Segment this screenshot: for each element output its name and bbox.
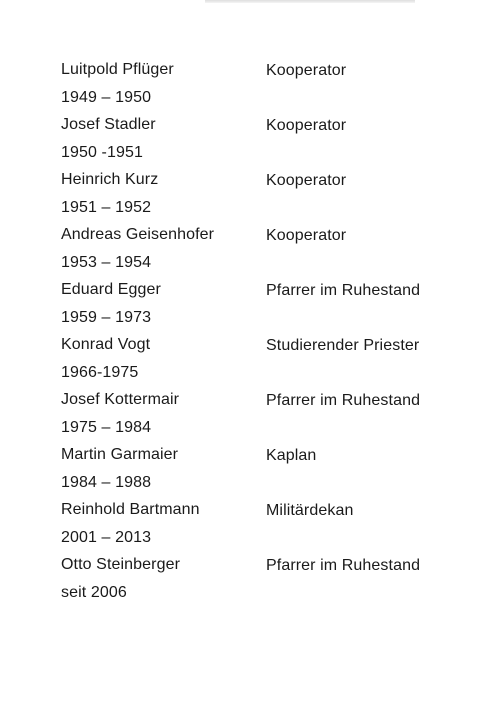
list-item bbox=[61, 443, 481, 498]
list-item bbox=[61, 113, 481, 168]
entry-name: Konrad Vogt bbox=[61, 336, 151, 353]
list-item bbox=[61, 498, 481, 553]
entry-role: Pfarrer im Ruhestand bbox=[266, 392, 421, 409]
entry-role: Kooperator bbox=[266, 117, 347, 134]
entry-dates: 1949 – 1950 bbox=[61, 89, 152, 106]
entry-name: Martin Garmaier bbox=[61, 446, 179, 463]
entry-dates: 1959 – 1973 bbox=[61, 309, 152, 326]
entry-name: Josef Kottermair bbox=[61, 391, 180, 408]
entry-name: Andreas Geisenhofer bbox=[61, 226, 215, 243]
entry-role: Kooperator bbox=[266, 62, 347, 79]
entry-dates: 1984 – 1988 bbox=[61, 474, 152, 491]
entry-dates: 1950 -1951 bbox=[61, 144, 143, 161]
list-item bbox=[61, 58, 481, 113]
list-item bbox=[61, 168, 481, 223]
entry-role: Kooperator bbox=[266, 227, 347, 244]
entry-name: Reinhold Bartmann bbox=[61, 501, 200, 518]
entry-dates: 1966-1975 bbox=[61, 364, 139, 381]
list-item bbox=[61, 333, 481, 388]
entry-dates: 1953 – 1954 bbox=[61, 254, 152, 271]
list-item bbox=[61, 388, 481, 443]
entry-role: Pfarrer im Ruhestand bbox=[266, 282, 421, 299]
scan-edge-shadow bbox=[205, 0, 415, 3]
list-item bbox=[61, 223, 481, 278]
entry-name: Luitpold Pflüger bbox=[61, 61, 174, 78]
list-item bbox=[61, 278, 481, 333]
list-item bbox=[61, 553, 481, 608]
entry-dates: 1951 – 1952 bbox=[61, 199, 152, 216]
entry-role: Militärdekan bbox=[266, 502, 354, 519]
entry-role: Studierender Priester bbox=[266, 337, 420, 354]
entry-dates: 2001 – 2013 bbox=[61, 529, 152, 546]
clergy-list bbox=[61, 58, 481, 608]
entry-role: Pfarrer im Ruhestand bbox=[266, 557, 421, 574]
entry-dates: seit 2006 bbox=[61, 584, 127, 601]
entry-role: Kaplan bbox=[266, 447, 317, 464]
entry-name: Otto Steinberger bbox=[61, 556, 180, 573]
entry-name: Heinrich Kurz bbox=[61, 171, 159, 188]
entry-role: Kooperator bbox=[266, 172, 347, 189]
entry-name: Josef Stadler bbox=[61, 116, 156, 133]
entry-dates: 1975 – 1984 bbox=[61, 419, 152, 436]
entry-name: Eduard Egger bbox=[61, 281, 161, 298]
